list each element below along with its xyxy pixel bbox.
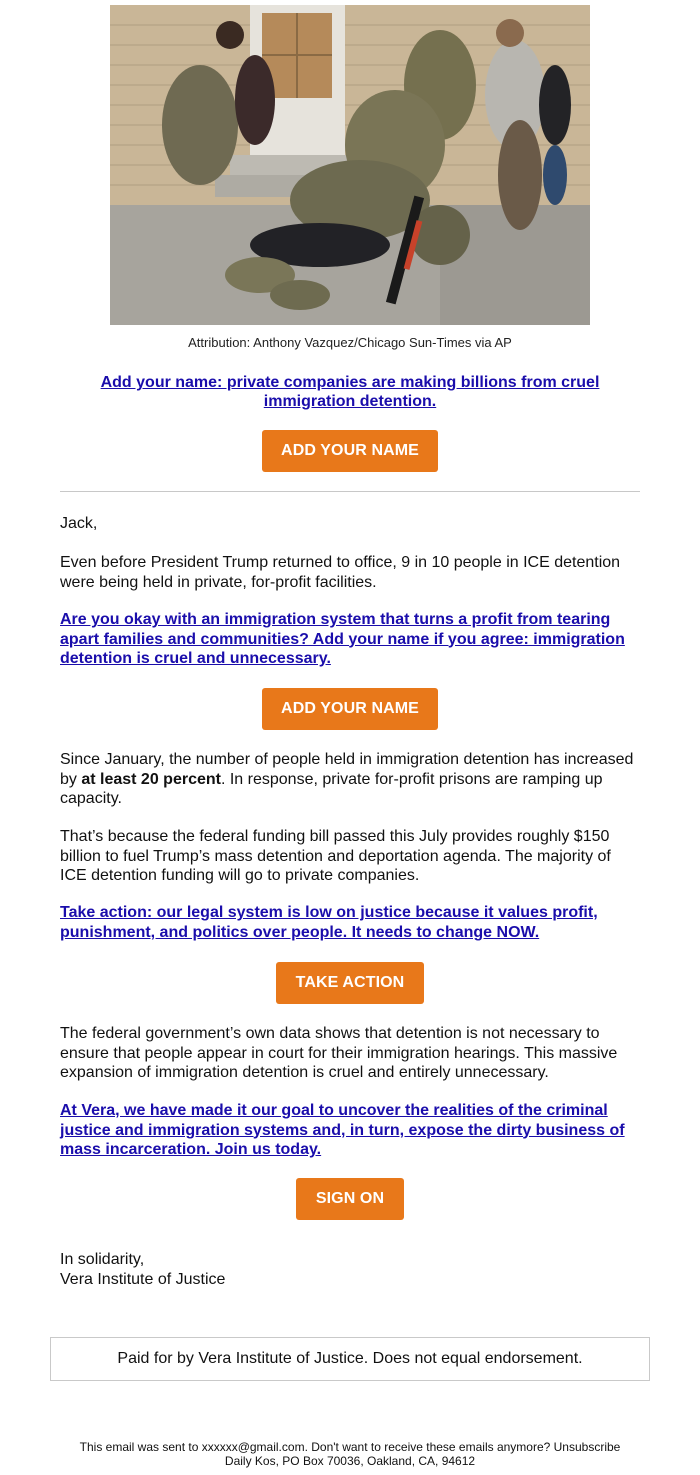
signoff-closing: In solidarity,: [60, 1251, 145, 1268]
paid-for-disclaimer: Paid for by Vera Institute of Justice. Does not equal endorsement.: [50, 1337, 650, 1381]
hero-photo-graphic: [110, 5, 590, 325]
link-take-action[interactable]: Take action: our legal system is low on justice because it values profit, punishment, and politics over people. It needs to change NOW.: [60, 904, 598, 941]
signoff-organization: Vera Institute of Justice: [60, 1270, 226, 1288]
paragraph-funding-bill: That’s because the federal funding bill passed this July provides roughly $150 billion to fuel Trump’s mass detention and deportation agenda. The majority of ICE detention funding will go to private companies.: [60, 828, 611, 884]
footer-address: Daily Kos, PO Box 70036, Oakland, CA, 94612: [224, 1454, 476, 1468]
signoff: [60, 1250, 640, 1289]
paragraph-private-facilities: Even before President Trump returned to office, 9 in 10 people in ICE detention were being held in private, for-profit facilities.: [60, 554, 621, 591]
greeting: Jack,: [60, 515, 98, 532]
hero-photo[interactable]: [110, 5, 590, 325]
add-your-name-button-middle[interactable]: ADD YOUR NAME: [262, 688, 438, 730]
headline-link[interactable]: Add your name: private companies are making billions from cruel immigration detention.: [100, 374, 600, 410]
divider: [60, 491, 640, 492]
unsubscribe-link[interactable]: Unsubscribe: [553, 1440, 621, 1454]
paragraph-government-data: The federal government’s own data shows that detention is not necessary to ensure that people appear in court for their immigration hearings. This massive expansion of immigration detention is cruel and entirely unnecessary.: [60, 1025, 618, 1081]
paragraph-detention-increase-bold: at least 20 percent: [81, 770, 221, 788]
footer-line-1: [0, 1440, 700, 1454]
photo-caption: Attribution: Anthony Vazquez/Chicago Sun-Times via AP: [188, 335, 512, 350]
take-action-button[interactable]: TAKE ACTION: [276, 962, 424, 1004]
email-footer: [0, 1440, 700, 1468]
link-join-vera[interactable]: At Vera, we have made it our goal to uncover the realities of the criminal justice and immigration systems and, in turn, expose the dirty business of mass incarceration. Join us today.: [60, 1102, 625, 1158]
paragraph-detention-increase: [60, 750, 640, 809]
footer-sent-to: This email was sent to xxxxxx@gmail.com. Don't want to receive these emails anymore?: [79, 1440, 554, 1454]
paragraph-detention-increase-text-1: Since January, the number of people held in immigration detention has increased by: [60, 751, 634, 788]
add-your-name-button-top[interactable]: ADD YOUR NAME: [262, 430, 438, 472]
link-add-name-families[interactable]: Are you okay with an immigration system that turns a profit from tearing apart families and communities? Add your name if you agree: immigration detention is cruel and unnecessary.: [60, 611, 625, 667]
sign-on-button[interactable]: SIGN ON: [296, 1178, 404, 1220]
paragraph-detention-increase-text-2: . In response, private for-profit prisons are ramping up capacity.: [60, 770, 603, 807]
